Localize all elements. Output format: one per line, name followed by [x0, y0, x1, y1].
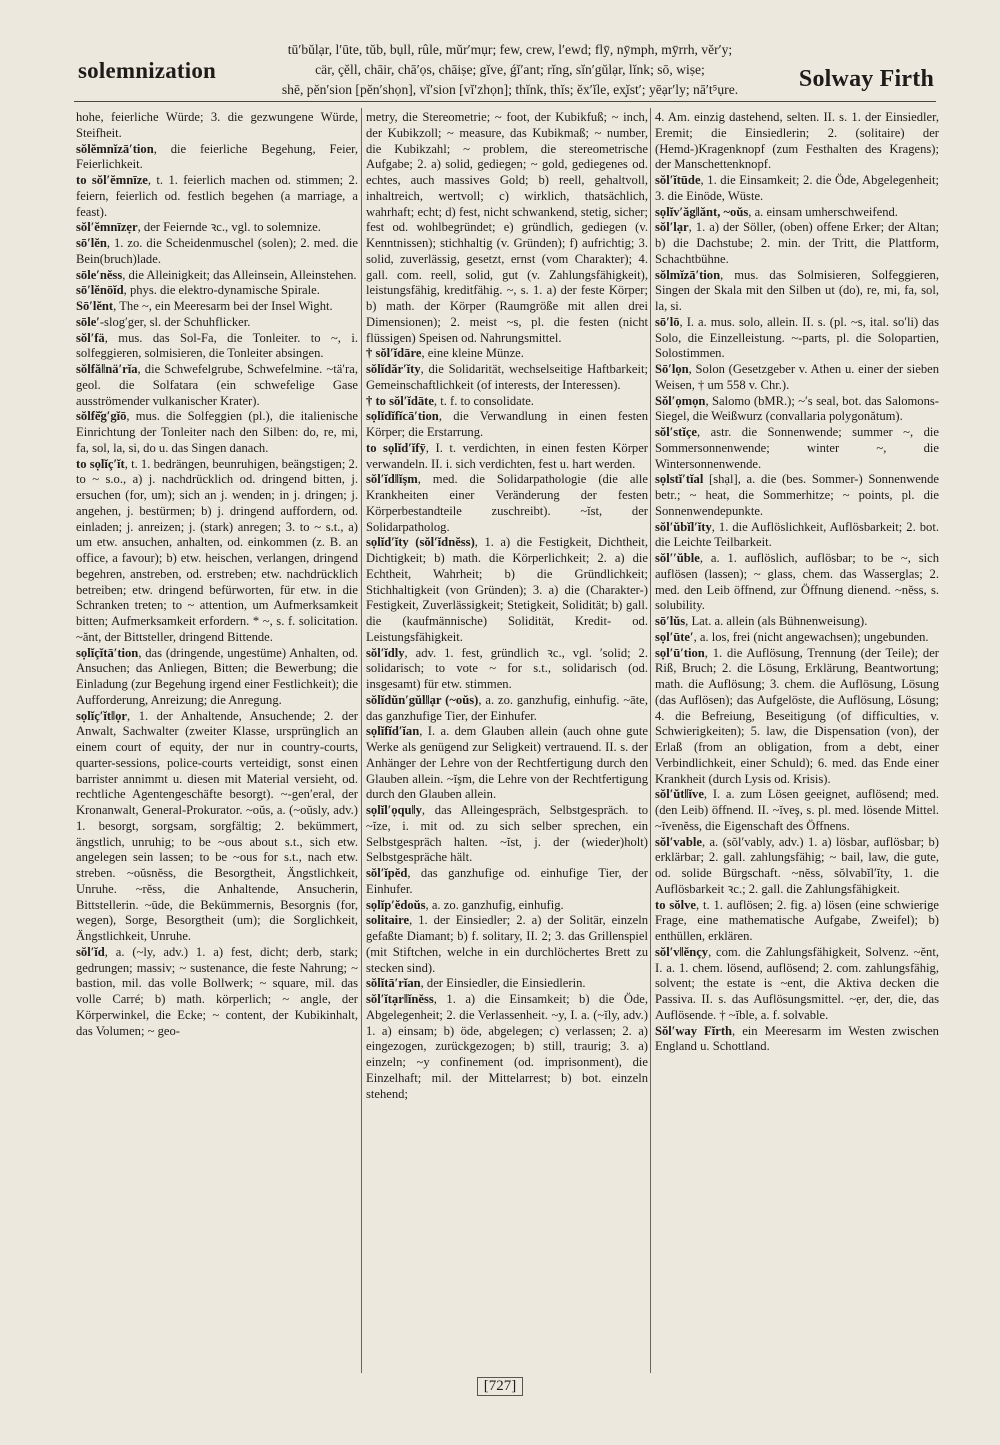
dictionary-entry — [366, 409, 648, 441]
entry-definition: , t. f. to consolidate. — [433, 393, 534, 408]
dictionary-entry — [76, 945, 358, 1040]
dictionary-entry — [366, 394, 648, 410]
entry-headword: sọl′ū′tion — [655, 645, 705, 660]
entry-definition: , I. t. verdichten, in einen festen Körper verwandeln. II. i. sich verdichten, fest u. hart werden. — [366, 440, 648, 471]
entry-headword: sŏl′ĭd — [76, 944, 105, 959]
dictionary-entry — [655, 787, 939, 834]
entry-headword: † sŏl′ĭdāre — [366, 346, 422, 361]
entry-definition: , die Schwefelgrube, Schwefelmine. ~tä′ra, geol. die Solfatara (ein schwefelige Gase ausströmender vulkanischer Krater). — [76, 362, 358, 408]
entry-definition: , I. a. dem Glauben allein (auch ohne gute Werke als genügend zur Seligkeit) vertrauend. II. s. der Anhänger der Lehre von der Rechtfertigung durch den Glauben allein. ~ĭşm, die Lehre von der Rechtfertigung durch den Glauben allein. — [366, 724, 648, 802]
entry-headword: sō′lŭs — [655, 614, 686, 628]
entry-headword: to sŏlve — [655, 897, 696, 912]
entry-headword: sọlĭfĭd′ĭan — [366, 724, 420, 739]
column-divider — [361, 108, 362, 1373]
entry-headword: sŏl′ĭtūde — [655, 173, 701, 187]
entry-headword: sọlĭdĭfĭcā′tion — [366, 409, 439, 424]
dictionary-entry — [76, 299, 358, 315]
entry-headword: sŏlfă‖nä′rĭa — [76, 362, 138, 376]
entry-definition: , 1. der Einsiedler; 2. a) der Solitär, einzeln gefaßte Diamant; b) f. solitary, II. 2; 3. das Grillenspiel (mit Stiftchen, welche in ein durchlöchertes Brett zu stecken sind). — [366, 913, 648, 975]
entry-definition: , The ~, ein Meeresarm bei der Insel Wight. — [113, 299, 333, 313]
pronunciation-key — [232, 40, 788, 100]
dictionary-entry — [76, 409, 358, 456]
dictionary-entry — [655, 614, 939, 630]
entry-headword: sŏl′stĭçe — [655, 425, 698, 439]
entry-definition: , das Alleingespräch, Selbstgespräch. to ~ĭze, i. mit od. zu sich selber sprechen, ein Selbstgespräch halten. ~ĭst, j. der (wieder)holt) Selbstgespräche hält. — [366, 803, 648, 865]
dictionary-entry — [366, 441, 648, 473]
entry-definition: , ein Meeresarm im Westen zwischen England u. Schottland. — [655, 1023, 939, 1054]
entry-definition: , a. (~ly, adv.) 1. a) fest, dicht; derb, stark; gedrungen; massiv; ~ sustenance, die feste Nahrung; ~ bastion, mil. das volle Bollwerk; ~ square, mil. das volle Carré; b) math. körperlich; ~ angle, der Körperwinkel, die Ecke; ~ content, der Kubikinhalt, das Volumen; ~ geo- — [76, 944, 358, 1038]
entry-definition: , die Alleinigkeit; das Alleinsein, Alleinstehen. — [122, 267, 357, 282]
entry-definition: , mus. das Solmisieren, Solfeggieren, Singen der Skala mit den Silben ut (do), re, mi, fa, sol, la, si. — [655, 267, 939, 313]
dictionary-entry — [366, 898, 648, 914]
dictionary-entry — [655, 205, 939, 221]
entry-headword: sŏl′′ŭble — [655, 551, 700, 565]
entry-definition: , 1. die Auflöslichkeit, Auflösbarkeit; 2. bot. die Leichte Teilbarkeit. — [655, 519, 939, 550]
dictionary-entry — [655, 472, 939, 519]
entry-definition: , adv. 1. fest, gründlich ꝛc., vgl. ′solid; 2. solidarisch; to vote ~ for s.t., solidarisch (od. insgesamt) für etw. stimmen. — [366, 645, 648, 691]
entry-headword: sŏl′ĭd‖ĭşm — [366, 472, 418, 487]
entry-headword: sŏl′ŭbĭl′ĭty — [655, 519, 712, 534]
entry-definition: , a. los, frei (nicht angewachsen); ungebunden. — [693, 629, 929, 644]
entry-headword: sŏl′ĭdly — [366, 645, 405, 660]
entry-headword: sōle′nĕss — [76, 267, 123, 282]
column-1 — [76, 110, 358, 1372]
entry-definition: , t. 1. auflösen; 2. fig. a) lösen (eine schwierige Frage, eine mathematische Aufgabe, Zweifel); b) enthüllen, erklären. — [655, 897, 939, 943]
entry-definition: , mus. das Sol-Fa, die Tonleiter. to ~, i. solfeggieren, solmisieren, die Tonleiter absingen. — [76, 330, 358, 361]
entry-headword: solitaire — [366, 913, 410, 928]
entry-definition: , 1. a) der Söller, (oben) offene Erker; der Altan; b) die Dachstube; 2. min. der Tritt, die Plattform, Schachtbühne. — [655, 220, 939, 266]
dictionary-entry — [366, 724, 648, 803]
entry-headword: sọlĭçĭtā′tion — [76, 645, 139, 660]
entry-headword: sō′lĕnōĭd — [76, 283, 124, 298]
entry-headword: sọl′ūte′ — [655, 629, 694, 644]
entry-headword: sŏl′ŭt‖ĭve — [655, 787, 704, 802]
entry-headword: sŏlĕmnĭzā′tion — [76, 141, 154, 156]
dictionary-entry — [76, 457, 358, 646]
entry-definition: 4. Am. einzig dastehend, selten. II. s. 1. der Einsiedler, Eremit; die Einsiedlerin; 2. (solitaire) der (Hemd-)Kragenknopf (zum Festhalten des Kragens); der Manschettenknopf. — [655, 110, 939, 172]
entry-definition: , med. die Solidarpathologie (die alle Krankheiten einer Veränderung der festen Körperbestandteile zuschreibt). ~ĭst, der Solidarpatholog. — [366, 472, 648, 534]
dictionary-entry — [655, 630, 939, 646]
pronunciation-line: shē, pĕn′sion [pĕn′shọn], vĭ′sion [vĭ′zhọn]; thĭnk, thĭs; ĕx′ĭle, ex̧ĭst′; yēạr′ly; nā′t⁵ụre. — [281, 82, 739, 97]
entry-headword: sọlĭç′ĭt‖ọr — [76, 708, 127, 723]
entry-headword: sŏlĭtā′rĭan — [366, 976, 421, 991]
entry-headword: to sọlĭd′ĭfȳ — [366, 440, 426, 455]
entry-definition: , a. (sŏl′vably, adv.) 1. a) lösbar, auflösbar; b) erklärbar; 2. gall. zahlungsfähig; ~ bail, law, die gute, od. solide Bürgschaft. ~nĕss, sŏlvabĭl′ĭty, 1. die Auflösbarkeit ꝛc.; 2. gall. die Zahlungsfähigkeit. — [655, 834, 939, 896]
entry-definition: , a. zo. ganzhufig, einhufig. — [425, 897, 564, 912]
dictionary-entry — [655, 520, 939, 552]
entry-definition: , phys. die elektro-dynamische Spirale. — [123, 283, 320, 298]
entry-definition: , mus. die Solfeggien (pl.), die italienische Einrichtung der Tonleiter nach den Silben: do, re, mi, fa, sol, la, si, do u. das Singen danach. — [76, 409, 358, 455]
dictionary-entry — [366, 803, 648, 866]
dictionary-entry — [76, 709, 358, 945]
dictionary-entry — [366, 913, 648, 976]
dictionary-entry — [366, 535, 648, 645]
entry-definition: , der Einsiedler, die Einsiedlerin. — [420, 976, 586, 991]
entry-headword: sọlĭd′ĭty (sŏl′ĭdnĕss) — [366, 535, 475, 550]
entry-definition: , 1. die Auflösung, Trennung (der Teile); der Riß, Bruch; 2. die Lösung, Erklärung, Beantwortung; math. die Auflösung; 3. chem. die Auflösung, Lösung (das Auflösen); das Aufgelöste, die Auflösung, Lösung; 4. die Befreiung, Beseitigung (of difficulties, v. Schwierigkeiten); 5. law, die Dispensation (von), der Erlaß (from an obligation, from a debt, einer Verbindlichkeit, einer Schuld); 6. med. das Ende einer Krankheit (durch Lysis od. Krisis). — [655, 645, 939, 786]
entry-headword: sōle′ — [76, 314, 100, 329]
header-rule — [74, 101, 936, 102]
entry-headword: sọlstĭ′tĭal — [655, 472, 704, 487]
entry-definition: , a. einsam umherschweifend. — [748, 204, 898, 219]
entry-definition: , I. a. mus. solo, allein. II. s. (pl. ~s, ital. so′li) das Solo, die Einzelleistung. ~-parts, pl. die Solopartien, Solostimmen. — [655, 314, 939, 361]
entry-definition: , 1. die Einsamkeit; 2. die Öde, Abgelegenheit; 3. die Einöde, Wüste. — [655, 173, 939, 203]
entry-headword: sō′lō — [655, 314, 680, 329]
entry-definition: , com. die Zahlungsfähigkeit, Solvenz. ~ĕnt, I. a. 1. chem. lösend, auflösend; 2. com. zahlungsfähig, solvent; the estate is ~ent, die Aktiva decken die Passiva. II. s. das Auflösungsmittel. ~ẹr, der, die, das Auflösende. † ~ĭble, a. f. solvable. — [655, 944, 939, 1022]
left-running-headword: solemnization — [78, 58, 217, 83]
dictionary-entry — [76, 110, 358, 142]
entry-headword: sŏlfĕ̆g′gĭō — [76, 409, 127, 424]
pronunciation-line: cär, çĕll, chāir, chā′ọs, chāiṣe; gĭve, ǵĭ′ant; rĭng, sĭn′gŭlạr, lĭnk; sō, wiṣe; — [315, 62, 705, 77]
entry-headword: to sọlĭç′ĭt — [76, 456, 125, 471]
entry-definition: , die Verwandlung in einen festen Körper; die Erstarrung. — [366, 409, 648, 439]
entry-definition: , t. 1. bedrängen, beunruhigen, beängstigen; 2. to ~ s.o., a) j. nachdrücklich od. dringend bitten, j. ersuchen (for, um); sich an j. wenden; in j. dringen; j. angehen, j. bestürmen; b) j. dringend auffordern, od. einladen; j. anreizen; j. (stark) anregen; 3. to ~ s.t., a) um etw. ansuchen, anhalten, od. einkommen (z. B. an office, a favour); b) etw. heischen, verlangen, dringend begehren, anstreben, od. erstreben; etw. nachdrücklich betreiben; etw. dringend befürworten, für etw. in die Schranken treten; to ~ attention, um Aufmerksamkeit bitten; Aufmerksamkeit erfordern. * ~, s. f. solicitation. ~ănt, der Bittsteller, dringend Bittende. — [76, 456, 358, 644]
entry-definition: , die Solidarität, wechselseitige Haftbarkeit; Gemeinschaftlichkeit (of interests, der Interessen). — [366, 362, 648, 392]
dictionary-entry — [76, 331, 358, 363]
dictionary-entry — [366, 976, 648, 992]
dictionary-entry — [655, 945, 939, 1024]
pronunciation-line: tū′bŭlạr, l′ūte, tŭb, bụll, rûle, mŭr′mụr; few, crew, l′ewd; flȳ, nȳmph, mȳrrh, vĕr′y; — [287, 42, 733, 57]
entry-headword: sŏl′ĭpĕd — [366, 866, 408, 880]
entry-headword: sŏl′lạr — [655, 220, 689, 235]
dictionary-entry — [76, 220, 358, 236]
dictionary-entry — [655, 898, 939, 945]
column-divider — [650, 108, 651, 1373]
dictionary-entry — [366, 992, 648, 1102]
entry-definition: , 1. zo. die Scheidenmuschel (solen); 2. med. die Bein(bruch)lade. — [76, 236, 358, 266]
entry-definition: , der Feiernde ꝛc., vgl. to solemnize. — [137, 220, 321, 235]
entry-definition: metry, die Stereometrie; ~ foot, der Kubikfuß; ~ inch, der Kubikzoll; ~ measure, das Kubikmaß; ~ number, die Kubikzahl; ~ problem, die stereometrische Aufgabe; 2. a) solid, gediegen; ~ gold, gediegenes od. echtes, auch massives Gold; b) reell, gehaltvoll, inhaltreich, wertvoll; c) wirklich, thatsächlich, wahrhaft; echt; d) fest, nicht schwankend, stetig, sicher; fest od. wohlbegründet; e) gründlich, gediegen (v. Kenntnissen); stichhaltig (v. Gründen); f) aufrichtig; 3. solid, zuverlässig, gesetzt, ernst (vom Charakter); 4. gall. com. reell, solid, gut (v. Zahlungsfähigkeit), leistungsfähig, kreditfähig. ~, s. 1. a) der feste Körper; b) math. der Körper (Raumgröße mit allen drei Dimensionen); 2. meist ~s, pl. die festen (nicht flüssigen) Speisen od. Nahrungsmittel. — [366, 110, 648, 345]
entry-definition: , eine kleine Münze. — [421, 346, 524, 361]
dictionary-entry — [366, 646, 648, 693]
dictionary-entry — [76, 173, 358, 220]
dictionary-entry — [655, 110, 939, 173]
entry-headword: Sō′lọn — [655, 362, 689, 376]
entry-headword: sŏl′vable — [655, 834, 702, 849]
dictionary-entry — [655, 173, 939, 205]
entry-headword: sō′lĕn — [76, 236, 107, 250]
dictionary-entry — [655, 220, 939, 267]
dictionary-entry — [366, 362, 648, 394]
entry-definition: [shạl], a. die (bes. Sommer-) Sonnenwende betr.; ~ heat, die Sommerhitze; ~ points, pl. die Sonnenwendepunkte. — [655, 472, 939, 518]
entry-headword: sŏl′ĕmnīzẹr — [76, 220, 138, 235]
entry-definition: , Solon (Gesetzgeber v. Athen u. einer der sieben Weisen, † um 558 v. Chr.). — [655, 362, 939, 392]
dictionary-entry — [366, 346, 648, 362]
right-running-headword: Solway Firth — [798, 66, 934, 92]
entry-headword: sọlĭv′ăg‖ănt, ~oŭs — [655, 204, 749, 219]
entry-definition: , das (dringende, ungestüme) Anhalten, od. Ansuchen; das Anliegen, Bitten; die Bewerbung; die Einladung (zur Begehung irgend einer Festlichkeit); die Aufforderung, Anreizung; die Anregung. — [76, 645, 358, 707]
entry-definition: , t. 1. feierlich machen od. stimmen; 2. feiern, feierlich od. festlich begehen (a marriage, a feast). — [76, 173, 358, 219]
entry-definition: , I. a. zum Lösen geeignet, auflösend; med. (den Leib) öffnend. II. ~ĭveş, s. pl. med. lösende Mittel. ~ĭvenĕss, die Eigenschaft des Öffnens. — [655, 787, 939, 833]
entry-definition: , 1. a) die Festigkeit, Dichtheit, Dichtigkeit; b) math. die Körperlichkeit; 2. a) die Echtheit, Wahrheit; b) die Gründlichkeit; Stichhaltigkeit (von Gründen); 3. a) die (Charakter-) Festigkeit, Zuverlässigkeit; Stetigkeit, Solidität; b) gall. die (kaufmännische) Solidität, Kredit- od. Leistungsfähigkeit. — [366, 535, 648, 644]
dictionary-entry — [655, 1024, 939, 1056]
page-number-text: [727] — [477, 1377, 524, 1396]
dictionary-entry — [76, 236, 358, 268]
entry-definition: , a. zo. ganzhufig, einhufig. ~āte, das ganzhufige Tier, der Einhufer. — [366, 692, 648, 723]
dictionary-entry — [76, 268, 358, 284]
dictionary-entry — [655, 835, 939, 898]
dictionary-entry — [76, 362, 358, 409]
dictionary-entry — [76, 283, 358, 299]
dictionary-entry — [76, 646, 358, 709]
dictionary-entry — [655, 394, 939, 426]
entry-headword: sŏl′fä — [76, 330, 105, 345]
dictionary-entry — [366, 866, 648, 898]
dictionary-entry — [366, 693, 648, 725]
entry-headword: sŏl′ĭtạr‖ĭnĕss — [366, 992, 434, 1006]
dictionary-entry — [655, 425, 939, 472]
entry-headword: sŏlmĭzā′tion — [655, 267, 721, 282]
entry-definition: -slog′ger, sl. der Schuhflicker. — [99, 314, 251, 329]
dictionary-entry — [366, 110, 648, 346]
entry-definition: , das ganzhufige od. einhufige Tier, der Einhufer. — [366, 866, 648, 896]
dictionary-entry — [366, 472, 648, 535]
dictionary-entry — [655, 551, 939, 614]
entry-headword: † to sŏl′ĭdāte — [366, 393, 434, 408]
entry-headword: sŏlĭdăr′ĭty — [366, 362, 421, 376]
entry-headword: Sŏl′ọmọn — [655, 393, 706, 408]
entry-definition: , Lat. a. allein (als Bühnenweisung). — [685, 614, 868, 628]
dictionary-entry — [76, 142, 358, 174]
entry-definition: , astr. die Sonnenwende; summer ~, die Sommersonnenwende; winter ~, die Wintersonnenwende. — [655, 425, 939, 471]
entry-headword: to sŏl′ĕmnīze — [76, 173, 148, 187]
entry-headword: Sŏl′way Fĭrth — [655, 1023, 733, 1038]
entry-headword: sọlĭp′ĕdoŭs — [366, 897, 426, 912]
dictionary-entry — [76, 315, 358, 331]
entry-definition: hohe, feierliche Würde; 3. die gezwungene Würde, Steifheit. — [76, 110, 358, 140]
column-3 — [655, 110, 939, 1372]
entry-definition: , 1. a) die Einsamkeit; b) die Öde, Abgelegenheit; 2. die Verlassenheit. ~y, I. a. (~ĭly, adv.) 1. a) einsam; b) öde, abgelegen; c) verlassen; 2. a) eingezogen, zurückgezogen; b) still, traurig; 3. a) einzeln; ~y confinement (od. imprisonment), die Einzelhaft; mil. der Mittelarrest; b) bot. einzeln stehend; — [366, 992, 648, 1101]
entry-definition: , a. 1. auflöslich, auflösbar; to be ~, sich auflösen (lassen); ~ glass, chem. das Wasserglas; 2. med. den Leib öffnend, zur Öffnung dienend. ~nĕss, s. solubility. — [655, 551, 939, 613]
dictionary-entry — [655, 646, 939, 788]
entry-headword: sọlĭl′ọqu‖y — [366, 803, 422, 817]
column-2 — [366, 110, 648, 1372]
entry-headword: sŏl′v‖ĕnçy — [655, 944, 709, 959]
dictionary-entry — [655, 268, 939, 315]
entry-headword: sŏlĭdŭn′gŭl‖ạr (~oŭs) — [366, 692, 479, 707]
dictionary-entry — [655, 362, 939, 394]
dictionary-entry — [655, 315, 939, 362]
entry-definition: , die feierliche Begehung, Feier, Feierlichkeit. — [76, 141, 358, 172]
entry-headword: Sō′lĕnt — [76, 299, 114, 313]
entry-definition: , 1. der Anhaltende, Ansuchende; 2. der Anwalt, Sachwalter (zweiter Klasse, ursprünglich an einem court of equity, der nur in country-courts, quarter-sessions, police-courts verteidigt, sonst einen barrister annimmt u. diesen mit Material versieht, od. rechtliche Agentengeschäfte besorgt). ~-gen′eral, der Kronanwalt, General-Prokurator. ~oŭs, a. (~oŭsly, adv.) 1. besorgt, sorgsam, sorgfältig; 2. bekümmert, ängstlich, unruhig; to be ~ous about s.t., sich etw. angelegen sein lassen; to be ~ous for s.t., nach etw. streben. ~oŭsnĕss, die Besorgtheit, Ängstlichkeit, Unruhe. ~rĕss, die Anhaltende, Ansucherin, Bittstellerin. ~ūde, die Bekümmernis, Besorgnis (for, wegen), Sorge, Besorgtheit (um); die Sorglichkeit, Ängstlichkeit, Unruhe. — [76, 708, 358, 943]
page-number — [0, 1377, 1000, 1396]
entry-definition: , Salomo (bMR.); ~′s seal, bot. das Salomons-Siegel, die Weißwurz (convallaria polygonătum). — [655, 393, 939, 424]
